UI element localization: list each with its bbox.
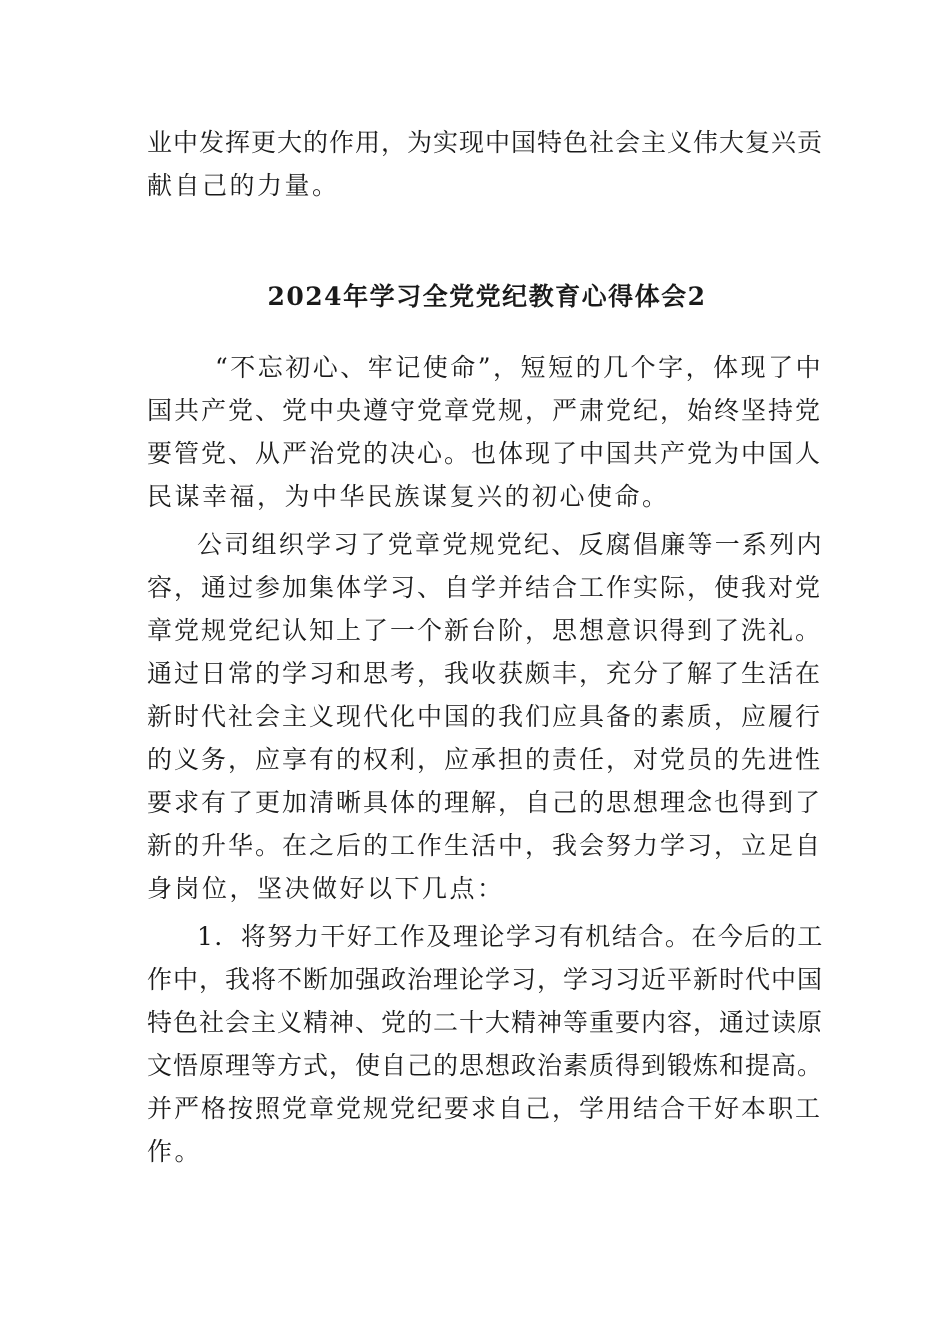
text-line: “不忘初心、牢记使命”，短短的几个字，体现了中 — [215, 353, 824, 382]
text-line: 作中，我将不断加强政治理论学习，学习习近平新时代中国 — [147, 965, 824, 994]
text-line: 新时代社会主义现代化中国的我们应具备的素质，应履行 — [147, 702, 823, 731]
text-line: 民谋幸福，为中华民族谋复兴的初心使命。 — [147, 482, 670, 511]
text-line: 1．将努力干好工作及理论学习有机结合。在今后的工 — [197, 922, 824, 951]
text-line: 身岗位，坚决做好以下几点： — [147, 874, 505, 903]
text-line: 要求有了更加清晰具体的理解，自己的思想理念也得到了 — [147, 788, 823, 817]
text-line: 新的升华。在之后的工作生活中，我会努力学习，立足自 — [147, 831, 823, 860]
text-line: 章党规党纪认知上了一个新台阶，思想意识得到了洗礼。 — [147, 616, 823, 645]
text-line: 特色社会主义精神、党的二十大精神等重要内容，通过读原 — [147, 1008, 824, 1037]
text-line: 的义务，应享有的权利，应承担的责任，对党员的先进性 — [147, 745, 823, 774]
text-line: 国共产党、党中央遵守党章党规，严肃党纪，始终坚持党 — [147, 396, 823, 425]
text-line: 要管党、从严治党的决心。也体现了中国共产党为中国人 — [147, 439, 823, 468]
text-line: 公司组织学习了党章党规党纪、反腐倡廉等一系列内 — [197, 530, 824, 559]
text-line: 并严格按照党章党规党纪要求自己，学用结合干好本职工 — [147, 1094, 823, 1123]
text-line: 业中发挥更大的作用，为实现中国特色社会主义伟大复兴贡 — [147, 128, 824, 157]
text-line: 通过日常的学习和思考，我收获颇丰，充分了解了生活在 — [147, 659, 823, 688]
text-line: 献自己的力量。 — [147, 171, 340, 200]
text-line: 作。 — [147, 1137, 203, 1166]
text-line: 容，通过参加集体学习、自学并结合工作实际，使我对党 — [147, 573, 823, 602]
section-title: 2024年学习全党党纪教育心得体会2 — [267, 282, 707, 311]
text-line: 文悟原理等方式，使自己的思想政治素质得到锻炼和提高。 — [147, 1051, 824, 1080]
